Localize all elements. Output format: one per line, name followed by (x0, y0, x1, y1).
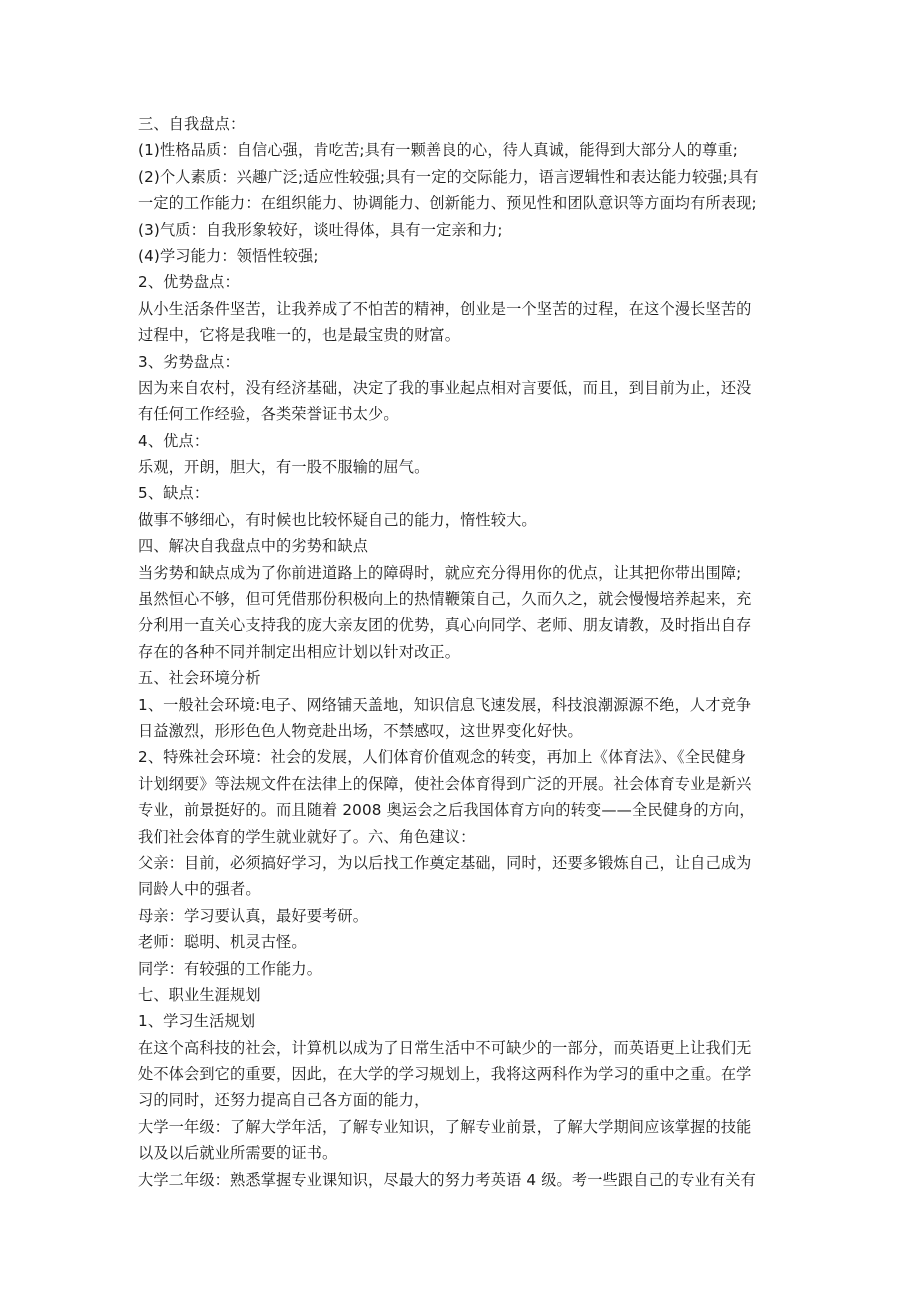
paragraph-line: 分利用一直关心支持我的庞大亲友团的优势，真心向同学、老师、朋友请教，及时指出自存 (138, 616, 752, 635)
subsection-heading: 1、学习生活规划 (138, 1012, 256, 1031)
paragraph-line: 习的同时，还努力提高自己各方面的能力， (138, 1091, 430, 1110)
paragraph-line: 做事不够细心，有时候也比较怀疑自己的能力，惰性较大。 (138, 510, 537, 529)
paragraph-line: 计划纲要》等法规文件在法律上的保障，使社会体育得到广泛的开展。社会体育专业是新兴 (138, 774, 752, 793)
paragraph-line: 1、一般社会环境:电子、网络铺天盖地，知识信息飞速发展，科技浪潮源源不绝，人才竞争 (138, 695, 752, 714)
paragraph-line: 有任何工作经验，各类荣誉证书太少。 (138, 405, 399, 424)
paragraph-line: (3)气质：自我形象较好，谈吐得体，具有一定亲和力; (138, 220, 503, 239)
paragraph-line: 母亲：学习要认真，最好要考研。 (138, 906, 369, 925)
subsection-heading: 5、缺点： (138, 484, 210, 503)
paragraph-line: 过程中，它将是我唯一的，也是最宝贵的财富。 (138, 326, 461, 345)
paragraph-line: 大学一年级：了解大学年活，了解专业知识，了解专业前景，了解大学期间应该掌握的技能 (138, 1117, 752, 1136)
paragraph-line: 父亲：目前，必须搞好学习，为以后找工作奠定基础，同时，还要多锻炼自己，让自己成为 (138, 853, 752, 872)
section-heading: 五、社会环境分析 (138, 669, 261, 688)
paragraph-line: 从小生活条件坚苦，让我养成了不怕苦的精神，创业是一个坚苦的过程，在这个漫长坚苦的 (138, 299, 752, 318)
document-body (138, 111, 788, 1193)
paragraph-line: 老师：聪明、机灵古怪。 (138, 933, 307, 952)
paragraph-line: 以及以后就业所需要的证书。 (138, 1144, 338, 1163)
subsection-heading: 3、劣势盘点： (138, 352, 240, 371)
section-heading: 三、自我盘点： (138, 115, 246, 133)
paragraph-line: 日益激烈，形形色色人物竞赴出场，不禁感叹，这世界变化好快。 (138, 721, 583, 740)
subsection-heading: 4、优点： (138, 431, 210, 450)
paragraph-line: 一定的工作能力：在组织能力、协调能力、创新能力、预见性和团队意识等方面均有所表现; (138, 194, 757, 213)
paragraph-line: 虽然恒心不够，但可凭借那份积极向上的热情鞭策自己，久而久之，就会慢慢培养起来，充 (138, 590, 752, 609)
subsection-heading: 2、优势盘点： (138, 273, 240, 292)
paragraph-line: 乐观，开朗，胆大，有一股不服输的屈气。 (138, 458, 430, 477)
paragraph-line: 2、特殊社会环境：社会的发展，人们体育价值观念的转变，再加上《体育法》、《全民健身 (138, 748, 747, 767)
paragraph-line: 我们社会体育的学生就业就好了。六、角色建议： (138, 827, 476, 846)
paragraph-line: 因为来自农村，没有经济基础，决定了我的事业起点相对言要低，而且，到目前为止，还没 (138, 378, 752, 397)
paragraph-line: (1)性格品质：自信心强，肯吃苦;具有一颗善良的心，待人真诚，能得到大部分人的尊重; (138, 141, 738, 160)
section-heading: 七、职业生涯规划 (138, 985, 261, 1004)
paragraph-line: 当劣势和缺点成为了你前进道路上的障碍时，就应充分得用你的优点，让其把你带出围障; (138, 563, 742, 582)
paragraph-line: (4)学习能力：领悟性较强; (138, 246, 319, 265)
paragraph-line: 同龄人中的强者。 (138, 880, 261, 899)
paragraph-line: 专业，前景挺好的。而且随着 2008 奥运会之后我国体育方向的转变——全民健身的方向， (138, 801, 755, 820)
paragraph-line: (2)个人素质：兴趣广泛;适应性较强;具有一定的交际能力，语言逻辑性和表达能力较强;具有 (138, 167, 759, 186)
paragraph-line: 同学：有较强的工作能力。 (138, 959, 323, 978)
paragraph-line: 处不体会到它的重要，因此，在大学的学习规划上，我将这两科作为学习的重中之重。在学 (138, 1065, 752, 1084)
paragraph-line: 存在的各种不同并制定出相应计划以针对改正。 (138, 642, 461, 661)
section-heading: 四、解决自我盘点中的劣势和缺点 (138, 537, 369, 556)
paragraph-line: 在这个高科技的社会，计算机以成为了日常生活中不可缺少的一部分，而英语更上让我们无 (138, 1038, 752, 1057)
paragraph-line: 大学二年级：熟悉掌握专业课知识，尽最大的努力考英语 4 级。考一些跟自己的专业有关有 (138, 1170, 756, 1189)
